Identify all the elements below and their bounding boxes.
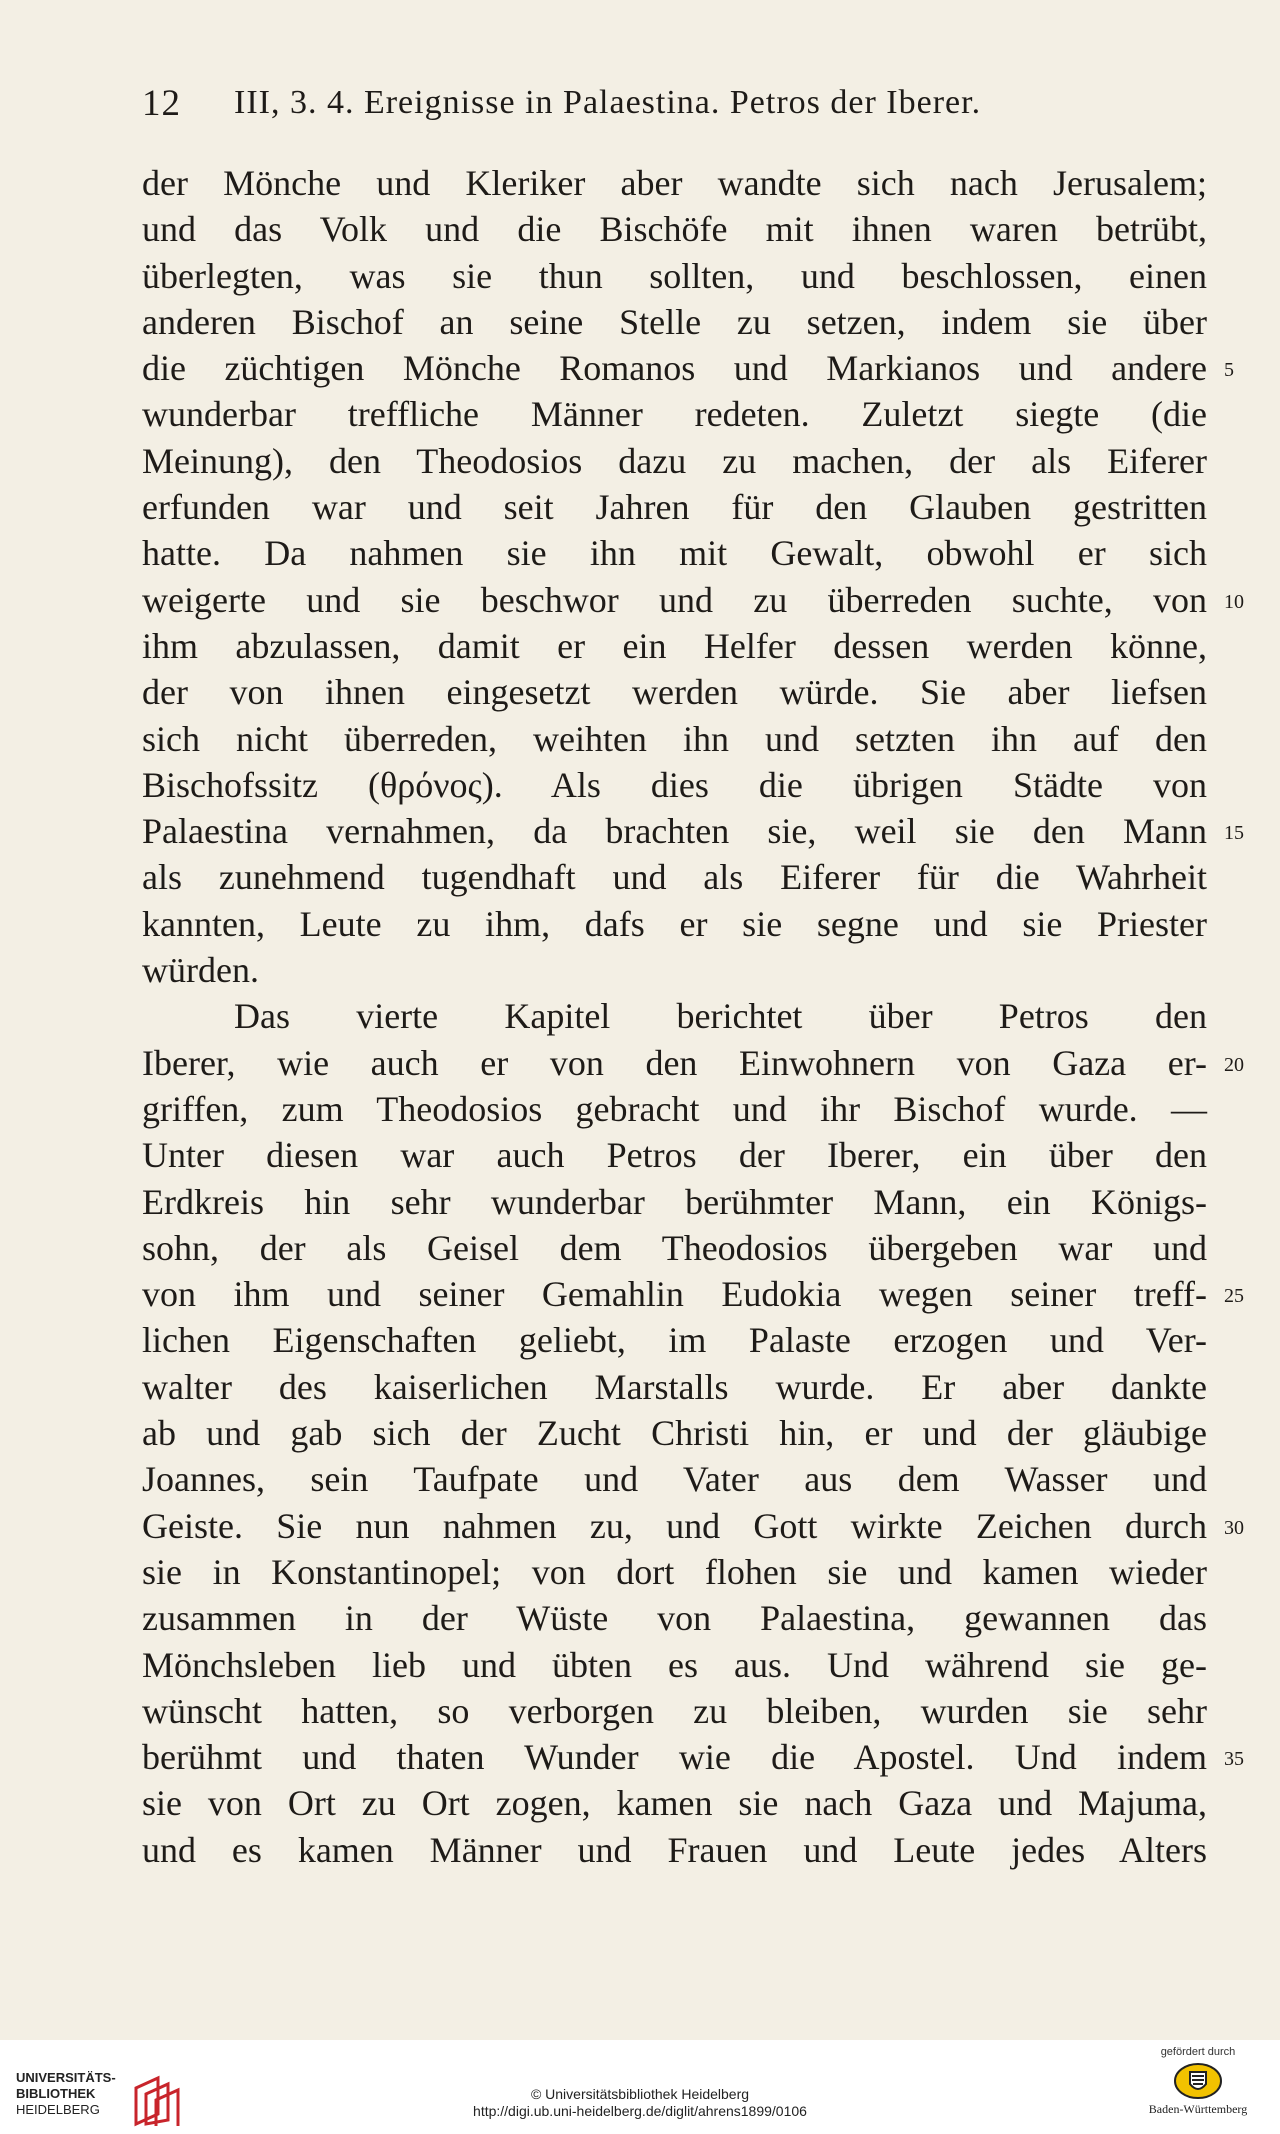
text-line-content: anderen Bischof an seine Stelle zu setzen, indem sie über bbox=[142, 301, 1207, 342]
text-line-content: lichen Eigenschaften geliebt, im Palaste erzogen und Ver- bbox=[142, 1320, 1207, 1361]
text-line bbox=[142, 484, 1207, 530]
line-number: 5 bbox=[1224, 359, 1234, 382]
text-line bbox=[142, 577, 1244, 623]
text-line bbox=[142, 530, 1207, 576]
line-number: 35 bbox=[1224, 1748, 1244, 1771]
text-line-content: Bischofssitz (θρόνος). Als dies die übrigen Städte von bbox=[142, 764, 1207, 805]
sponsor-name: Baden-Württemberg bbox=[1148, 2102, 1248, 2116]
text-line-content: walter des kaiserlichen Marstalls wurde. Er aber dankte bbox=[142, 1366, 1207, 1407]
text-line-content: zusammen in der Wüste von Palaestina, gewannen das bbox=[142, 1598, 1207, 1639]
text-line bbox=[142, 669, 1207, 715]
line-number: 30 bbox=[1224, 1516, 1244, 1539]
text-line-content: Unter diesen war auch Petros der Iberer, ein über den bbox=[142, 1135, 1207, 1176]
text-line bbox=[142, 206, 1207, 252]
text-line bbox=[142, 1595, 1207, 1641]
text-line bbox=[142, 1688, 1207, 1734]
text-line-content: und das Volk und die Bischöfe mit ihnen waren betrübt, bbox=[142, 209, 1207, 250]
text-line bbox=[142, 1549, 1207, 1595]
text-line bbox=[142, 947, 1207, 993]
text-line-content: wünscht hatten, so verborgen zu bleiben, wurden sie sehr bbox=[142, 1690, 1207, 1731]
state-seal-icon bbox=[1173, 2062, 1223, 2100]
text-line bbox=[142, 345, 1234, 391]
text-line-content: und es kamen Männer und Frauen und Leute jedes Alters bbox=[142, 1829, 1207, 1870]
text-line bbox=[142, 1456, 1207, 1502]
text-line-content: der Mönche und Kleriker aber wandte sich nach Jerusalem; bbox=[142, 163, 1207, 203]
text-line-content: sie in Konstantinopel; von dort flohen sie und kamen wieder bbox=[142, 1551, 1207, 1592]
text-line-content: Palaestina vernahmen, da brachten sie, weil sie den Mann bbox=[142, 811, 1207, 852]
text-line bbox=[142, 1827, 1207, 1873]
text-line-content: kannten, Leute zu ihm, dafs er sie segne und sie Priester bbox=[142, 903, 1207, 944]
text-line-content: die züchtigen Mönche Romanos und Markianos und andere bbox=[142, 348, 1207, 389]
running-head bbox=[142, 82, 1172, 132]
text-line bbox=[142, 438, 1207, 484]
library-name-line1: UNIVERSITÄTS- bbox=[16, 2070, 116, 2085]
text-line-content: Erdkreis hin sehr wunderbar berühmter Mann, ein Königs- bbox=[142, 1181, 1207, 1222]
text-line bbox=[142, 901, 1207, 947]
text-line-content: überlegten, was sie thun sollten, und beschlossen, einen bbox=[142, 255, 1207, 296]
text-line bbox=[142, 1179, 1207, 1225]
running-title: III, 3. 4. Ereignisse in Palaestina. Petros der Iberer. bbox=[234, 84, 982, 121]
text-line-content: Meinung), den Theodosios dazu zu machen, der als Eiferer bbox=[142, 440, 1207, 481]
library-name-line2: BIBLIOTHEK bbox=[16, 2086, 96, 2101]
text-line bbox=[142, 1503, 1244, 1549]
text-line bbox=[142, 253, 1207, 299]
text-line-content: Das vierte Kapitel berichtet über Petros den bbox=[234, 996, 1207, 1037]
library-name-line3: HEIDELBERG bbox=[16, 2102, 100, 2117]
digitization-footer bbox=[0, 2040, 1280, 2134]
text-line bbox=[142, 1271, 1244, 1317]
text-line-content: Joannes, sein Taufpate und Vater aus dem Wasser und bbox=[142, 1459, 1207, 1500]
text-line-content: griffen, zum Theodosios gebracht und ihr Bischof wurde. — bbox=[142, 1088, 1207, 1129]
text-line bbox=[142, 391, 1207, 437]
sponsor-label: gefördert durch bbox=[1160, 2046, 1236, 2058]
line-number: 25 bbox=[1224, 1285, 1244, 1308]
line-number: 10 bbox=[1224, 590, 1244, 613]
source-url[interactable]: http://digi.ub.uni-heidelberg.de/diglit/ahrens1899/0106 bbox=[473, 2103, 807, 2119]
text-line-content: erfunden war und seit Jahren für den Glauben gestritten bbox=[142, 487, 1207, 528]
copyright-text: © Universitätsbibliothek Heidelberg bbox=[530, 2086, 750, 2102]
text-line bbox=[142, 1132, 1207, 1178]
text-line bbox=[142, 716, 1207, 762]
text-line bbox=[142, 160, 1207, 206]
copyright-block bbox=[0, 2086, 1280, 2120]
text-line bbox=[142, 808, 1244, 854]
text-line-content: als zunehmend tugendhaft und als Eiferer für die Wahrheit bbox=[142, 857, 1207, 898]
text-line-content: wunderbar treffliche Männer redeten. Zuletzt siegte (die bbox=[142, 394, 1207, 435]
text-line-content: sie von Ort zu Ort zogen, kamen sie nach Gaza und Majuma, bbox=[142, 1783, 1207, 1824]
text-line-content: ab und gab sich der Zucht Christi hin, er und der gläubige bbox=[142, 1413, 1207, 1454]
text-line bbox=[142, 299, 1207, 345]
text-line bbox=[142, 1364, 1207, 1410]
text-line bbox=[142, 1780, 1207, 1826]
text-line-content: hatte. Da nahmen sie ihn mit Gewalt, obwohl er sich bbox=[142, 533, 1207, 574]
text-line bbox=[142, 1317, 1207, 1363]
text-line bbox=[142, 854, 1207, 900]
body-text bbox=[142, 160, 1244, 1873]
text-line-content: Iberer, wie auch er von den Einwohnern von Gaza er- bbox=[142, 1042, 1207, 1083]
text-line-content: von ihm und seiner Gemahlin Eudokia wegen seiner treff- bbox=[142, 1274, 1207, 1315]
text-line bbox=[142, 993, 1207, 1039]
line-number: 20 bbox=[1224, 1053, 1244, 1076]
text-line-content: ihm abzulassen, damit er ein Helfer dessen werden könne, bbox=[142, 625, 1207, 666]
text-line-content: Mönchsleben lieb und übten es aus. Und während sie ge- bbox=[142, 1644, 1207, 1685]
text-line bbox=[142, 1225, 1207, 1271]
text-line-content: berühmt und thaten Wunder wie die Apostel. Und indem bbox=[142, 1737, 1207, 1778]
line-number: 15 bbox=[1224, 822, 1244, 845]
text-line bbox=[142, 1410, 1207, 1456]
sponsor-block bbox=[1128, 2046, 1268, 2130]
page-number: 12 bbox=[142, 83, 181, 124]
text-line bbox=[142, 1086, 1207, 1132]
text-line-content: würden. bbox=[142, 950, 259, 991]
text-line bbox=[142, 1734, 1244, 1780]
text-line-content: Geiste. Sie nun nahmen zu, und Gott wirkte Zeichen durch bbox=[142, 1505, 1207, 1546]
text-line bbox=[142, 1040, 1244, 1086]
text-line-content: sich nicht überreden, weihten ihn und setzten ihn auf den bbox=[142, 718, 1207, 759]
text-line bbox=[142, 1642, 1207, 1688]
text-line bbox=[142, 762, 1207, 808]
text-line bbox=[142, 623, 1207, 669]
text-line-content: weigerte und sie beschwor und zu überreden suchte, von bbox=[142, 579, 1207, 620]
text-line-content: sohn, der als Geisel dem Theodosios übergeben war und bbox=[142, 1227, 1207, 1268]
text-line-content: der von ihnen eingesetzt werden würde. Sie aber liefsen bbox=[142, 672, 1207, 713]
